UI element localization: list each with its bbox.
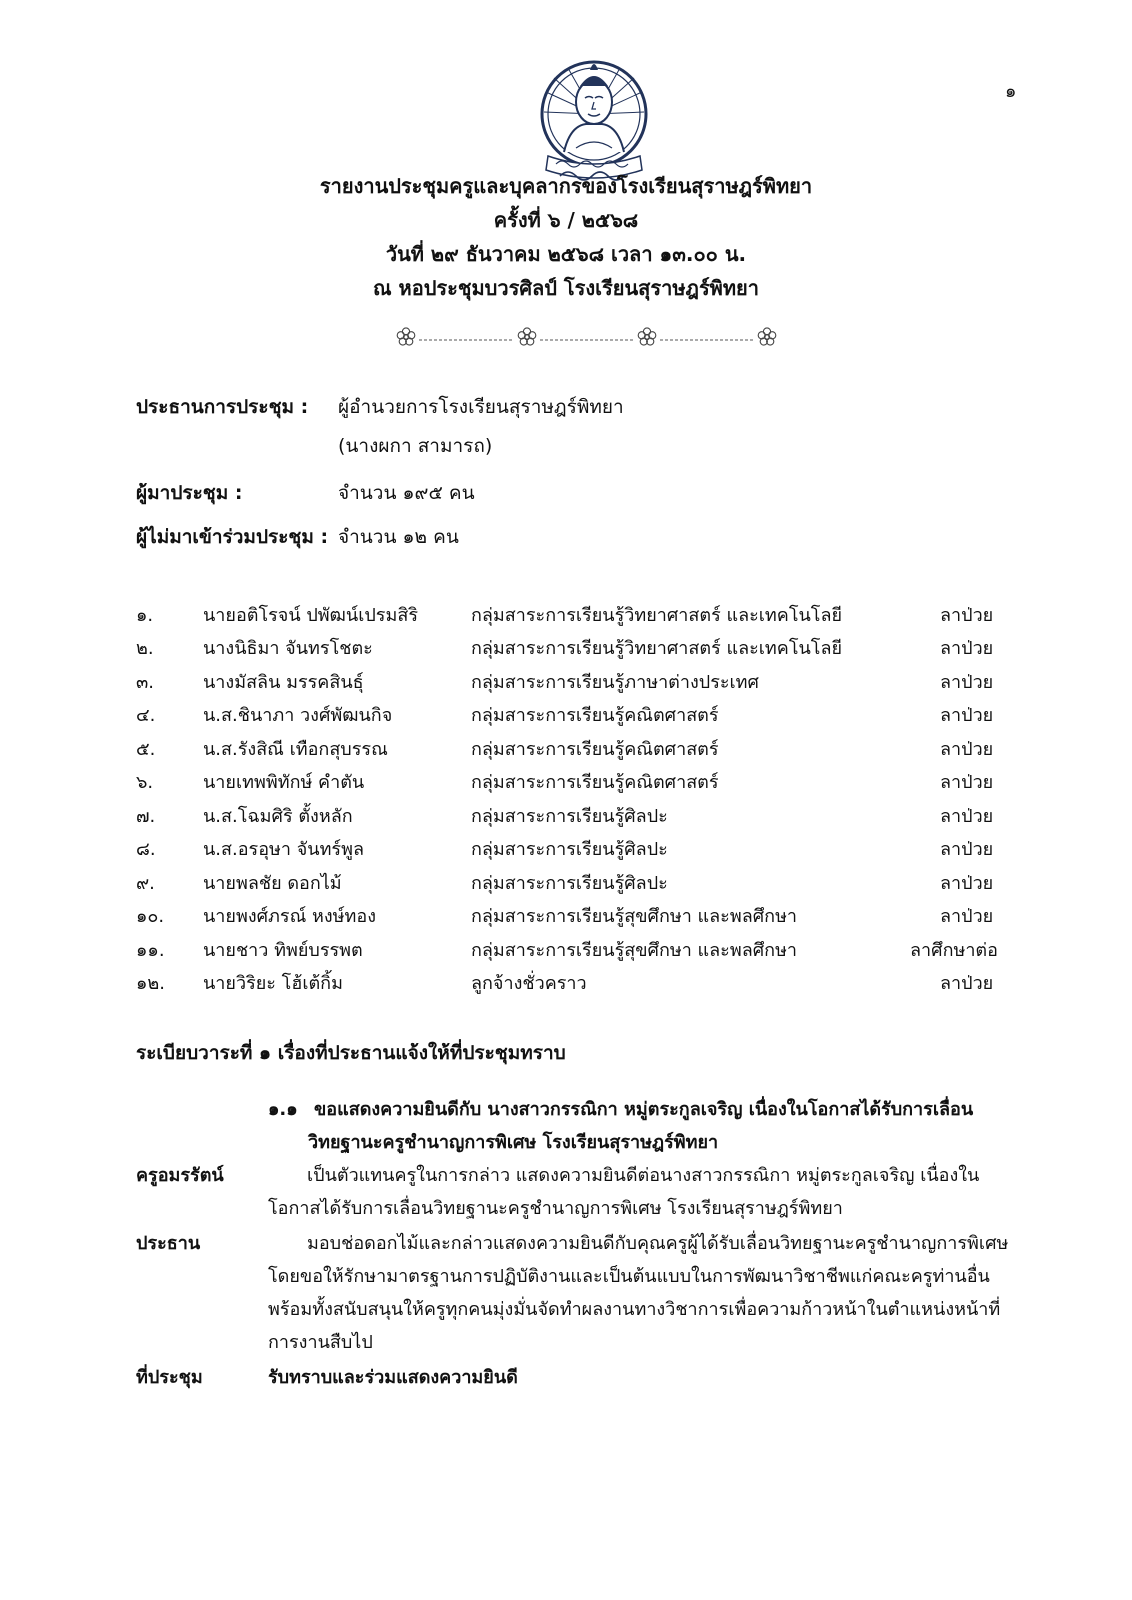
absent-label: ผู้ไม่มาเข้าร่วมประชุม :: [136, 526, 329, 548]
absentee-reason: ลาป่วย: [940, 806, 994, 827]
meeting-datetime: วันที่ ๒๙ ธันวาคม ๒๕๖๘ เวลา ๑๓.๐๐ น.: [385, 242, 747, 266]
absent-count: จำนวน ๑๒ คน: [338, 526, 459, 548]
absentee-number: ๑๒.: [136, 973, 166, 994]
absentee-group: กลุ่มสาระการเรียนรู้ศิลปะ: [471, 873, 668, 894]
absentee-name: นางนิธิมา จันทรโชตะ: [203, 638, 373, 659]
absentee-name: น.ส.รังสิณี เทือกสุบรรณ: [203, 739, 388, 760]
speaker-teacher-line: เป็นตัวแทนครูในการกล่าว แสดงความยินดีต่อนางสาวกรรณิกา หมู่ตระกูลเจริญ เนื่องใน: [307, 1165, 980, 1186]
absentee-number: ๕.: [136, 739, 156, 760]
absentee-number: ๑๐.: [136, 906, 165, 927]
chair-label: ประธานการประชุม :: [136, 396, 309, 418]
absentee-group: กลุ่มสาระการเรียนรู้สุขศึกษา และพลศึกษา: [471, 940, 798, 961]
absentee-reason: ลาป่วย: [940, 772, 994, 793]
page-number: ๑: [1005, 81, 1017, 102]
agenda-item-number: ๑.๑: [268, 1099, 298, 1120]
agenda-heading: ระเบียบวาระที่ ๑ เรื่องที่ประธานแจ้งให้ที่ประชุมทราบ: [136, 1042, 566, 1064]
absentee-reason: ลาป่วย: [940, 705, 994, 726]
report-title: รายงานประชุมครูและบุคลากรของโรงเรียนสุราษฎร์พิทยา: [319, 174, 813, 198]
chair-value: ผู้อำนวยการโรงเรียนสุราษฎร์พิทยา: [338, 396, 624, 418]
speaker-chair-line: โดยขอให้รักษามาตรฐานการปฏิบัติงานและเป็นต้นแบบในการพัฒนาวิชาชีพแก่คณะครูท่านอื่น: [268, 1266, 990, 1287]
school-emblem-logo: [524, 52, 664, 188]
speaker-teacher-line: โอกาสได้รับการเลื่อนวิทยฐานะครูชำนาญการพิเศษ โรงเรียนสุราษฎร์พิทยา: [268, 1198, 843, 1219]
absentee-number: ๖.: [136, 772, 154, 793]
absentee-number: ๑.: [136, 605, 154, 626]
attendees-label: ผู้มาประชุม :: [136, 482, 243, 504]
absentee-reason: ลาป่วย: [940, 605, 994, 626]
absentee-name: นายชาว ทิพย์บรรพต: [203, 940, 363, 961]
resolution-text: รับทราบและร่วมแสดงความยินดี: [268, 1367, 518, 1388]
agenda-item-line2: วิทยฐานะครูชำนาญการพิเศษ โรงเรียนสุราษฎร์พิทยา: [308, 1132, 719, 1153]
absentee-name: น.ส.ชินาภา วงศ์พัฒนกิจ: [203, 705, 393, 726]
absentee-number: ๑๑.: [136, 940, 165, 961]
speaker-label-chair: ประธาน: [136, 1233, 201, 1254]
absentee-number: ๒.: [136, 638, 154, 659]
absentee-number: ๗.: [136, 806, 156, 827]
flower-divider: [395, 326, 779, 348]
resolution-label: ที่ประชุม: [136, 1367, 203, 1388]
absentee-name: นายวิริยะ โฮ้เต้กิ้ม: [203, 973, 343, 994]
absentee-name: น.ส.โฉมศิริ ตั้งหลัก: [203, 806, 353, 827]
absentee-name: นายพลชัย ดอกไม้: [203, 873, 342, 894]
absentee-name: นางมัสลิน มรรคสินธุ์: [203, 672, 364, 693]
absentee-group: กลุ่มสาระการเรียนรู้คณิตศาสตร์: [471, 772, 719, 793]
absentee-group: กลุ่มสาระการเรียนรู้คณิตศาสตร์: [471, 739, 719, 760]
chair-name: (นางผกา สามารถ): [338, 435, 493, 457]
absentee-number: ๔.: [136, 705, 156, 726]
absentee-reason: ลาป่วย: [940, 906, 994, 927]
speaker-chair-line: การงานสืบไป: [268, 1332, 373, 1353]
absentee-reason: ลาป่วย: [940, 672, 994, 693]
absentee-name: นายเทพพิทักษ์ คำตัน: [203, 772, 365, 793]
session-number: ครั้งที่ ๖ / ๒๕๖๘: [493, 208, 639, 232]
absentee-reason: ลาป่วย: [940, 973, 994, 994]
absentee-name: นายพงศ์ภรณ์ หงษ์ทอง: [203, 906, 376, 927]
absentee-group: กลุ่มสาระการเรียนรู้วิทยาศาสตร์ และเทคโนโลยี: [471, 638, 843, 659]
speaker-chair-line: มอบช่อดอกไม้และกล่าวแสดงความยินดีกับคุณครูผู้ได้รับเลื่อนวิทยฐานะครูชำนาญการพิเศษ: [307, 1233, 1009, 1254]
absentee-number: ๘.: [136, 839, 156, 860]
absentee-reason: ลาป่วย: [940, 873, 994, 894]
absentee-name: นายอติโรจน์ ปพัฒน์เปรมสิริ: [203, 605, 418, 626]
absentee-reason: ลาป่วย: [940, 839, 994, 860]
absentee-number: ๙.: [136, 873, 155, 894]
absentee-group: กลุ่มสาระการเรียนรู้คณิตศาสตร์: [471, 705, 719, 726]
absentee-reason: ลาป่วย: [940, 739, 994, 760]
absentee-group: กลุ่มสาระการเรียนรู้วิทยาศาสตร์ และเทคโนโลยี: [471, 605, 843, 626]
meeting-venue: ณ หอประชุมบวรศิลป์ โรงเรียนสุราษฎร์พิทยา: [373, 276, 759, 300]
absentee-reason: ลาป่วย: [940, 638, 994, 659]
absentee-group: ลูกจ้างชั่วคราว: [471, 973, 587, 994]
absentee-number: ๓.: [136, 672, 155, 693]
absentee-group: กลุ่มสาระการเรียนรู้สุขศึกษา และพลศึกษา: [471, 906, 798, 927]
absentee-reason: ลาศึกษาต่อ: [910, 940, 998, 961]
speaker-label-teacher: ครูอมรรัตน์: [136, 1165, 224, 1186]
absentee-group: กลุ่มสาระการเรียนรู้ศิลปะ: [471, 806, 668, 827]
speaker-chair-line: พร้อมทั้งสนับสนุนให้ครูทุกคนมุ่งมั่นจัดทำผลงานทางวิชาการเพื่อความก้าวหน้าในตำแหน่งหน้าที่: [268, 1299, 1001, 1320]
attendees-count: จำนวน ๑๙๕ คน: [338, 482, 475, 504]
absentee-name: น.ส.อรอุษา จันทร์พูล: [203, 839, 364, 860]
agenda-item-line1: ขอแสดงความยินดีกับ นางสาวกรรณิกา หมู่ตระกูลเจริญ เนื่องในโอกาสได้รับการเลื่อน: [314, 1099, 974, 1120]
absentee-group: กลุ่มสาระการเรียนรู้ภาษาต่างประเทศ: [471, 672, 759, 693]
absentee-group: กลุ่มสาระการเรียนรู้ศิลปะ: [471, 839, 668, 860]
